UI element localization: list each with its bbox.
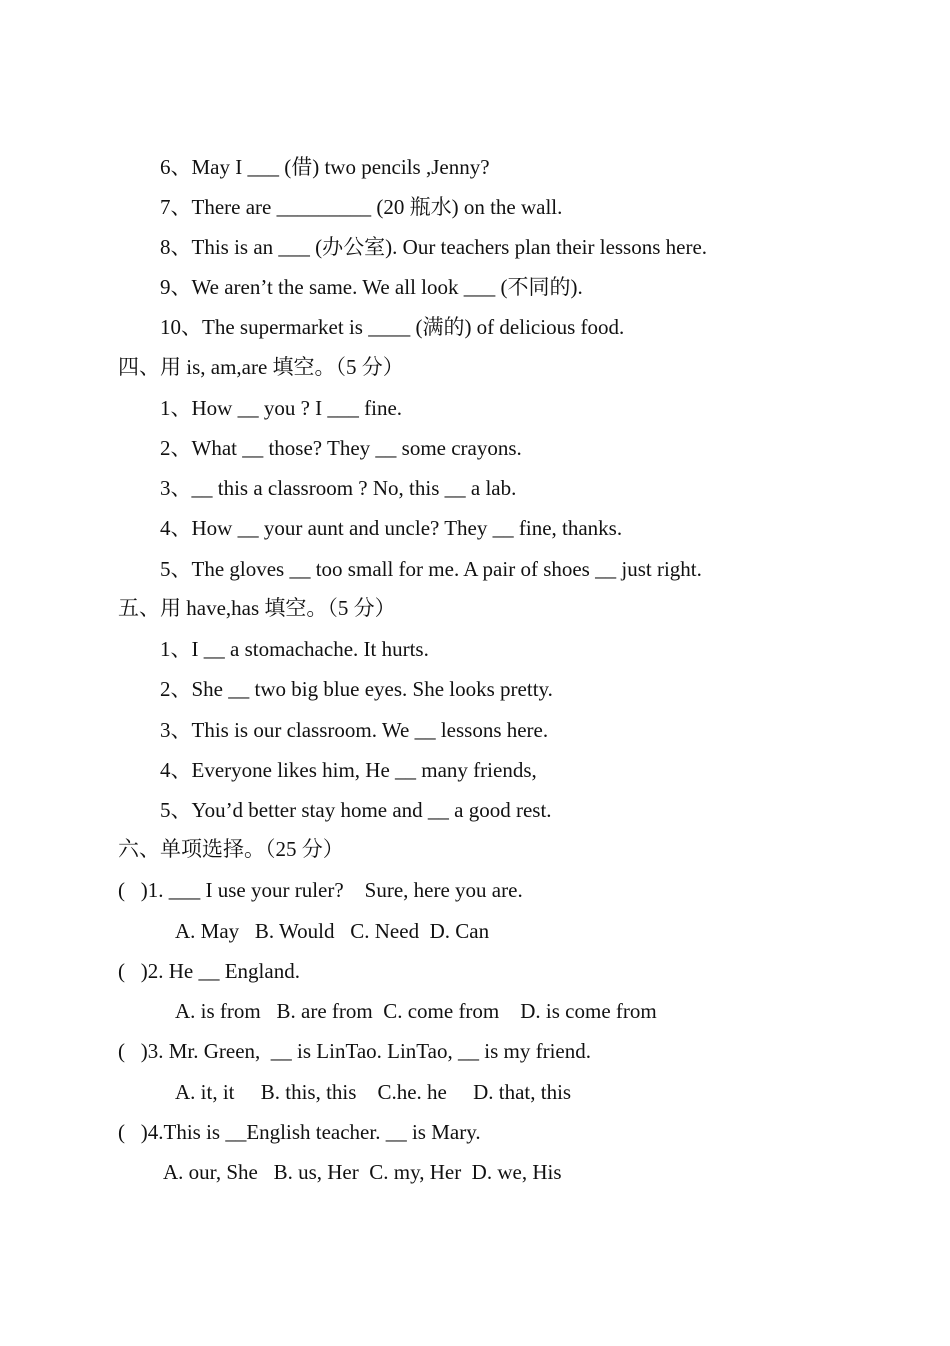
question-1-options: A. May B. Would C. Need D. Can bbox=[175, 919, 490, 943]
section3-item-8: 8、This is an ___ (办公室). Our teachers plan their lessons here. bbox=[160, 235, 708, 259]
section4-item-3: 3、__ this a classroom ? No, this __ a lab. bbox=[160, 476, 517, 500]
section5-item-3: 3、This is our classroom. We __ lessons here. bbox=[160, 718, 549, 742]
section5-heading: 五、用 have,has 填空。（5 分） bbox=[118, 596, 396, 620]
section5-item-2: 2、She __ two big blue eyes. She looks pretty. bbox=[160, 677, 553, 701]
question-1-stem: ( )1. ___ I use your ruler? Sure, here you are. bbox=[118, 878, 523, 902]
section5-item-4: 4、Everyone likes him, He __ many friends, bbox=[160, 758, 537, 782]
section5-item-1: 1、I __ a stomachache. It hurts. bbox=[160, 637, 429, 661]
question-2-options: A. is from B. are from C. come from D. is come from bbox=[175, 999, 657, 1023]
section3-item-7: 7、There are _________ (20 瓶水) on the wall. bbox=[160, 195, 563, 219]
section4-item-5: 5、The gloves __ too small for me. A pair of shoes __ just right. bbox=[160, 557, 702, 581]
section4-item-1: 1、How __ you ? I ___ fine. bbox=[160, 396, 403, 420]
section3-item-10: 10、The supermarket is ____ (满的) of delicious food. bbox=[160, 315, 625, 339]
question-3-options: A. it, it B. this, this C.he. he D. that, this bbox=[175, 1080, 572, 1104]
section4-item-4: 4、How __ your aunt and uncle? They __ fine, thanks. bbox=[160, 516, 623, 540]
section3-item-9: 9、We aren’t the same. We all look ___ (不同的). bbox=[160, 275, 583, 299]
section3-item-6: 6、May I ___ (借) two pencils ,Jenny? bbox=[160, 155, 490, 179]
question-2-stem: ( )2. He __ England. bbox=[118, 959, 300, 983]
question-4-options: A. our, She B. us, Her C. my, Her D. we, His bbox=[163, 1160, 562, 1184]
question-3-stem: ( )3. Mr. Green, __ is LinTao. LinTao, __ is my friend. bbox=[118, 1039, 591, 1063]
section6-heading: 六、单项选择。（25 分） bbox=[118, 837, 344, 861]
section4-item-2: 2、What __ those? They __ some crayons. bbox=[160, 436, 522, 460]
section4-heading: 四、用 is, am,are 填空。（5 分） bbox=[118, 355, 404, 379]
question-4-stem: ( )4.This is __English teacher. __ is Mary. bbox=[118, 1120, 481, 1144]
section5-item-5: 5、You’d better stay home and __ a good rest. bbox=[160, 798, 552, 822]
